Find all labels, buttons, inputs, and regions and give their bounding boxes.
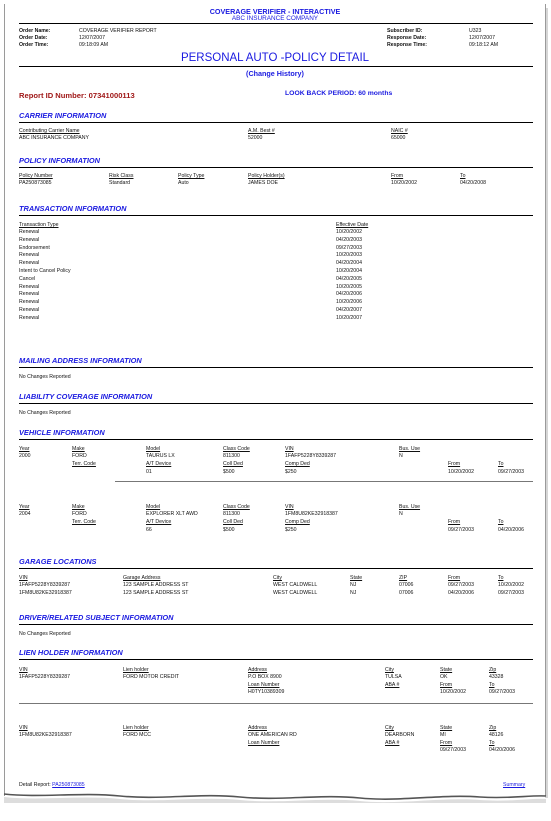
carrier-naic: 65000 — [391, 135, 406, 141]
vehicle-class-code: 811300 — [223, 511, 240, 517]
transaction-type: Renewal — [19, 252, 40, 259]
report-title: PERSONAL AUTO -POLICY DETAIL — [180, 52, 370, 64]
transaction-date: 04/20/2004 — [336, 260, 362, 267]
policy-col-type: Policy Type — [178, 173, 205, 179]
vehicle-vin: 1FAFP5228Y8339287 — [285, 453, 337, 459]
lookback-label: LOOK BACK PERIOD: — [285, 90, 357, 97]
carrier-col-name: Contributing Carrier Name — [19, 128, 80, 134]
garage-col-state: State — [350, 575, 363, 581]
lien-col-from: From — [440, 740, 453, 746]
transaction-type: Intent to Cancel Policy — [19, 268, 71, 274]
torn-edge — [0, 786, 551, 821]
vehicle-coll-ded: $500 — [223, 527, 235, 533]
lien-col-city: City — [385, 725, 394, 731]
vehicle-from: 09/27/2003 — [448, 527, 474, 533]
lien-state: MI — [440, 732, 446, 738]
report-id-label: Report ID Number: — [19, 91, 87, 100]
vehicle-at-device: 66 — [146, 527, 152, 533]
lien-col-state: State — [440, 725, 453, 731]
garage-state: NJ — [350, 582, 357, 588]
order-name-label: Order Name: — [19, 28, 51, 34]
response-date-label: Response Date: — [387, 35, 427, 41]
vehicle-col-vin: VIN — [285, 446, 294, 452]
vehicle-col-to: To — [498, 519, 504, 525]
lien-vin: 1FM8U82KE32918387 — [19, 732, 72, 738]
transaction-date: 09/27/2003 — [336, 244, 362, 251]
vehicle-col-coll: Coll Ded — [223, 461, 243, 467]
garage-state: NJ — [350, 590, 357, 596]
vehicle-vin: 1FM8U82KE32918387 — [285, 511, 338, 517]
lookback-value: 60 months — [358, 90, 393, 97]
response-date: 12/07/2007 — [469, 35, 495, 41]
transaction-type: Cancel — [19, 275, 36, 282]
response-time-label: Response Time: — [387, 42, 427, 48]
report-subtitle: (Change History) — [246, 69, 304, 78]
vehicle-col-class: Class Code — [223, 446, 250, 452]
transaction-date: 04/20/2003 — [336, 236, 362, 243]
lien-zip: 48126 — [489, 732, 504, 738]
driver-section-title: DRIVER/RELATED SUBJECT INFORMATION — [19, 613, 174, 622]
order-date-label: Order Date: — [19, 35, 48, 41]
transaction-date: 10/20/2002 — [336, 229, 362, 235]
transaction-col-date: Effective Date — [336, 222, 369, 228]
lien-col-to: To — [489, 740, 495, 746]
lien-col-loan: Loan Number — [248, 740, 280, 746]
vehicle-year: 2000 — [19, 453, 31, 459]
garage-vin: 1FAFP5228Y8339287 — [19, 582, 71, 588]
lien-to: 09/27/2003 — [489, 689, 515, 695]
detail-report-label: Detail Report: — [19, 782, 51, 788]
vehicle-col-atdevice: A/T Device — [146, 519, 172, 525]
garage-to: 09/27/2003 — [498, 590, 524, 596]
transaction-type: Renewal — [19, 260, 40, 267]
carrier-name: ABC INSURANCE COMPANY — [19, 135, 89, 141]
vehicle-col-from: From — [448, 519, 461, 525]
garage-zip: 07006 — [399, 590, 414, 596]
lien-city: DEARBORN — [385, 732, 415, 738]
driver-status: No Changes Reported — [19, 631, 71, 637]
vehicle-comp-ded: $250 — [285, 469, 297, 475]
vehicle-from: 10/20/2002 — [448, 469, 474, 475]
transaction-date: 04/20/2005 — [336, 275, 362, 282]
carrier-col-naic: NAIC # — [391, 128, 408, 134]
lien-address: ONE AMERICAN RD — [248, 732, 297, 738]
detail-report-link[interactable]: PA250873085 — [52, 782, 85, 788]
lien-holder: FORD MOTOR CREDIT — [123, 674, 180, 680]
vehicle-col-to: To — [498, 461, 504, 467]
transaction-type: Renewal — [19, 299, 40, 306]
lien-col-zip: Zip — [489, 725, 497, 731]
liability-status: No Changes Reported — [19, 410, 71, 416]
vehicle-model: TAURUS LX — [146, 453, 175, 459]
order-time-label: Order Time: — [19, 42, 49, 48]
app-title: COVERAGE VERIFIER - INTERACTIVE — [209, 7, 341, 16]
garage-from: 09/27/2003 — [448, 582, 474, 588]
lien-col-vin: VIN — [19, 725, 28, 731]
vehicle-model: EXPLORER XLT AWD — [146, 511, 198, 517]
lien-col-address: Address — [248, 667, 268, 673]
lien-vin: 1FAFP5228Y8339287 — [19, 674, 71, 680]
garage-col-to: To — [498, 575, 504, 581]
lien-city: TULSA — [385, 674, 402, 680]
transaction-col-type: Transaction Type — [19, 222, 59, 228]
order-time: 09:18:09 AM — [79, 42, 109, 48]
report-page — [4, 4, 546, 796]
vehicle-col-from: From — [448, 461, 461, 467]
garage-col-vin: VIN — [19, 575, 28, 581]
vehicle-col-bususe: Bus. Use — [399, 446, 421, 452]
garage-city: WEST CALDWELL — [273, 582, 318, 588]
vehicle-at-device: 01 — [146, 469, 152, 475]
transaction-date: 10/20/2003 — [336, 252, 362, 259]
lien-holder: FORD MCC — [123, 732, 151, 738]
vehicle-col-class: Class Code — [223, 504, 250, 510]
garage-vin: 1FM8U82KE32918387 — [19, 590, 72, 596]
garage-col-from: From — [448, 575, 461, 581]
lien-col-vin: VIN — [19, 667, 28, 673]
report-id — [19, 91, 135, 100]
vehicle-bus-use: N — [399, 511, 403, 517]
carrier-section-title: CARRIER INFORMATION — [19, 111, 107, 120]
policy-col-holder: Policy Holder(s) — [248, 173, 285, 179]
policy-type: Auto — [178, 180, 189, 186]
transaction-type: Endorsement — [19, 244, 50, 251]
vehicle-to: 09/27/2003 — [498, 469, 524, 475]
transaction-date: 10/20/2004 — [336, 268, 362, 274]
lien-col-address: Address — [248, 725, 268, 731]
policy-risk: Standard — [109, 180, 131, 186]
policy-col-risk: Risk Class — [109, 173, 134, 179]
company-name: ABC INSURANCE COMPANY — [231, 15, 319, 22]
lienholder-section-title: LIEN HOLDER INFORMATION — [19, 648, 123, 657]
vehicle-to: 04/20/2006 — [498, 527, 524, 533]
lien-loan-number: H0TY10389309 — [248, 689, 285, 695]
garage-section-title: GARAGE LOCATIONS — [19, 557, 97, 566]
policy-col-from: From — [391, 173, 404, 179]
lien-zip: 43328 — [489, 674, 504, 680]
lien-address: P.O BOX 8900 — [248, 674, 282, 680]
carrier-ambest: 52000 — [248, 135, 263, 141]
order-name: COVERAGE VERIFIER REPORT — [79, 28, 157, 34]
vehicle-col-year: Year — [19, 446, 30, 452]
garage-zip: 07006 — [399, 582, 414, 588]
lien-col-aba: ABA # — [385, 682, 400, 688]
transaction-type: Renewal — [19, 283, 40, 290]
lien-col-to: To — [489, 682, 495, 688]
policy-section-title: POLICY INFORMATION — [19, 156, 101, 165]
garage-to: 10/20/2002 — [498, 582, 524, 588]
garage-address: 123 SAMPLE ADDRESS ST — [123, 590, 189, 596]
vehicle-make: FORD — [72, 511, 87, 517]
transaction-date: 10/20/2007 — [336, 314, 362, 321]
lookback-period — [285, 90, 392, 97]
report-id-value: 07341000113 — [88, 91, 135, 100]
vehicle-col-vin: VIN — [285, 504, 294, 510]
transaction-section-title: TRANSACTION INFORMATION — [19, 204, 127, 213]
subscriber-id: U323 — [469, 28, 482, 34]
vehicle-comp-ded: $250 — [285, 527, 297, 533]
policy-col-number: Policy Number — [19, 173, 53, 179]
policy-from: 10/20/2002 — [391, 180, 417, 186]
lien-from: 09/27/2003 — [440, 747, 466, 753]
transaction-date: 10/20/2005 — [336, 283, 362, 290]
garage-city: WEST CALDWELL — [273, 590, 318, 596]
vehicle-col-model: Model — [146, 504, 161, 510]
lien-to: 04/20/2006 — [489, 747, 515, 753]
policy-col-to: To — [460, 173, 466, 179]
policy-number: PA250873085 — [19, 180, 52, 186]
garage-col-city: City — [273, 575, 282, 581]
vehicle-make: FORD — [72, 453, 87, 459]
policy-holder: JAMES DOE — [248, 180, 278, 186]
vehicle-year: 2004 — [19, 511, 31, 517]
vehicle-col-bususe: Bus. Use — [399, 504, 421, 510]
carrier-col-ambest: A.M. Best # — [248, 128, 275, 134]
lien-col-from: From — [440, 682, 453, 688]
vehicle-class-code: 811300 — [223, 453, 240, 459]
garage-col-zip: ZIP — [399, 575, 408, 581]
order-date: 12/07/2007 — [79, 35, 105, 41]
lien-state: OK — [440, 674, 448, 680]
policy-to: 04/20/2008 — [460, 180, 486, 186]
divider — [19, 703, 533, 704]
transaction-date: 04/20/2006 — [336, 291, 362, 298]
liability-section-title: LIABILITY COVERAGE INFORMATION — [19, 392, 153, 401]
transaction-type: Renewal — [19, 291, 40, 298]
lien-col-loan: Loan Number — [248, 682, 280, 688]
mailing-section-title: MAILING ADDRESS INFORMATION — [19, 356, 142, 365]
vehicle-col-terr: Terr. Code — [72, 461, 96, 467]
lien-from: 10/20/2002 — [440, 689, 466, 695]
vehicle-col-coll: Coll Ded — [223, 519, 243, 525]
vehicle-col-make: Make — [72, 446, 85, 452]
lien-col-aba: ABA # — [385, 740, 400, 746]
transaction-type: Renewal — [19, 314, 40, 321]
transaction-type: Renewal — [19, 236, 40, 243]
lien-col-holder: Lien holder — [123, 725, 149, 731]
transaction-date: 04/20/2007 — [336, 307, 362, 313]
garage-col-address: Garage Address — [123, 575, 161, 581]
transaction-type: Renewal — [19, 307, 40, 313]
vehicle-col-make: Make — [72, 504, 85, 510]
vehicle-col-model: Model — [146, 446, 161, 452]
transaction-type: Renewal — [19, 229, 40, 235]
subscriber-id-label: Subscriber ID: — [387, 28, 423, 34]
summary-link[interactable]: Summary — [503, 782, 526, 788]
lien-col-city: City — [385, 667, 394, 673]
lien-col-zip: Zip — [489, 667, 497, 673]
vehicle-coll-ded: $500 — [223, 469, 235, 475]
vehicle-col-comp: Comp Ded — [285, 461, 310, 467]
transaction-date: 10/20/2006 — [336, 299, 362, 306]
garage-from: 04/20/2006 — [448, 590, 474, 596]
vehicle-bus-use: N — [399, 453, 403, 459]
lien-col-holder: Lien holder — [123, 667, 149, 673]
mailing-status: No Changes Reported — [19, 374, 71, 380]
vehicle-col-comp: Comp Ded — [285, 519, 310, 525]
vehicle-col-terr: Terr. Code — [72, 519, 96, 525]
response-time: 09:18:12 AM — [469, 42, 499, 48]
lien-col-state: State — [440, 667, 453, 673]
divider — [115, 481, 533, 482]
garage-address: 123 SAMPLE ADDRESS ST — [123, 582, 189, 588]
vehicle-section-title: VEHICLE INFORMATION — [19, 428, 105, 437]
vehicle-col-atdevice: A/T Device — [146, 461, 172, 467]
vehicle-col-year: Year — [19, 504, 30, 510]
